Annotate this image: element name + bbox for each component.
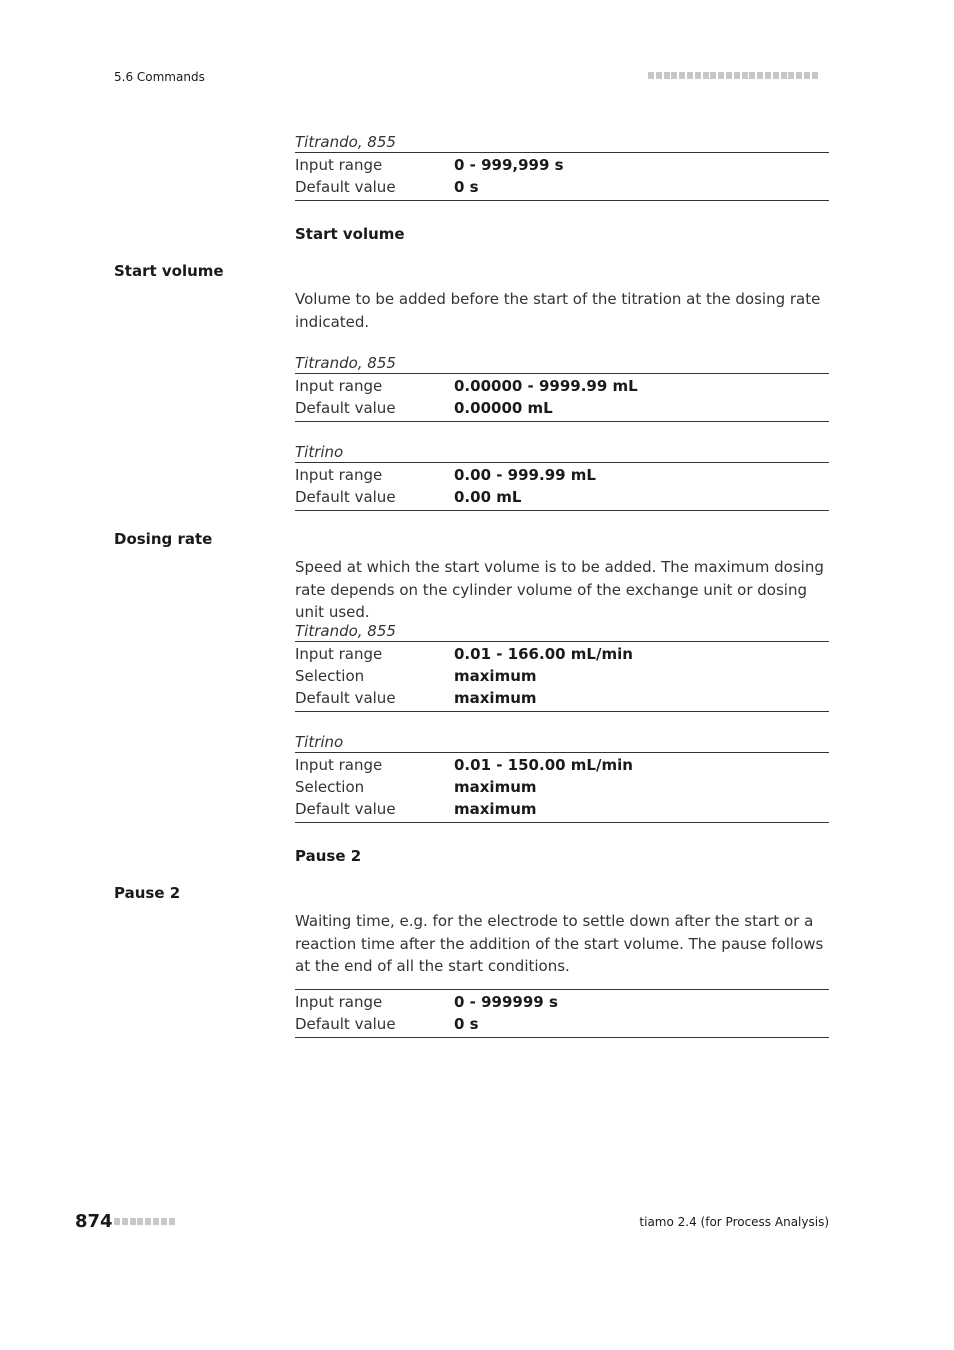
table-row: [295, 754, 829, 776]
header-section-title: 5.6 Commands: [114, 70, 205, 84]
decorative-dot: [804, 72, 810, 79]
table-pause2: [295, 989, 829, 1038]
row-value: 0 s: [454, 1015, 479, 1033]
row-key: Input range: [295, 756, 383, 774]
decorative-dot: [812, 72, 818, 79]
row-key: Input range: [295, 156, 383, 174]
row-key: Selection: [295, 778, 365, 796]
decorative-dot: [773, 72, 779, 79]
row-value: 0.01 - 166.00 mL/min: [454, 645, 633, 663]
table-row: [295, 798, 829, 820]
row-key: Default value: [295, 178, 396, 196]
table-titrino-dosing-rate: [295, 732, 829, 823]
table-caption: Titrino: [295, 733, 344, 751]
table-caption: Titrino: [295, 443, 344, 461]
row-key: Default value: [295, 1015, 396, 1033]
row-key: Input range: [295, 645, 383, 663]
table-titrando-start-volume: [295, 353, 829, 422]
table-row: [295, 776, 829, 798]
decorative-dot: [765, 72, 771, 79]
decorative-dot: [757, 72, 763, 79]
decorative-dot: [718, 72, 724, 79]
dosing-rate-description: Speed at which the start volume is to be added. The maximum dosing rate depends on the cylinder volume of the exchange unit or dosing unit used.: [295, 558, 824, 621]
decorative-dot: [703, 72, 709, 79]
row-key: Selection: [295, 667, 365, 685]
decorative-dot: [671, 72, 677, 79]
table-row: [295, 176, 829, 198]
footer-product-name: tiamo 2.4 (for Process Analysis): [639, 1215, 829, 1229]
decorative-dot: [153, 1218, 159, 1225]
row-value: 0 - 999,999 s: [454, 156, 564, 174]
decorative-dot: [137, 1218, 143, 1225]
pause2-label: Pause 2: [114, 884, 181, 902]
row-value: 0 - 999999 s: [454, 993, 558, 1011]
row-value: 0.00000 mL: [454, 399, 553, 417]
table-row: [295, 486, 829, 508]
decorative-dot: [648, 72, 654, 79]
table-caption: Titrando, 855: [295, 622, 396, 640]
row-key: Default value: [295, 488, 396, 506]
row-value: 0.00000 - 9999.99 mL: [454, 377, 638, 395]
start-volume-heading: Start volume: [295, 225, 405, 243]
row-value: 0.01 - 150.00 mL/min: [454, 756, 633, 774]
table-caption: Titrando, 855: [295, 133, 396, 151]
table-titrando-pause1: [295, 132, 829, 201]
decorative-dot: [122, 1218, 128, 1225]
row-value: maximum: [454, 689, 537, 707]
decorative-dot: [161, 1218, 167, 1225]
row-key: Input range: [295, 377, 383, 395]
table-titrando-dosing-rate: [295, 621, 829, 712]
row-value: 0.00 mL: [454, 488, 522, 506]
row-key: Default value: [295, 689, 396, 707]
footer-decorative-dots: [114, 1218, 184, 1226]
decorative-dot: [656, 72, 662, 79]
decorative-dot: [687, 72, 693, 79]
table-row: [295, 643, 829, 665]
row-key: Input range: [295, 993, 383, 1011]
start-volume-description: Volume to be added before the start of the titration at the dosing rate indicated.: [295, 290, 821, 331]
table-row: [295, 464, 829, 486]
decorative-dot: [796, 72, 802, 79]
table-row: [295, 1013, 829, 1035]
table-row: [295, 397, 829, 419]
row-key: Default value: [295, 800, 396, 818]
decorative-dot: [734, 72, 740, 79]
decorative-dot: [664, 72, 670, 79]
start-volume-label: Start volume: [114, 262, 224, 280]
row-value: maximum: [454, 800, 537, 818]
decorative-dot: [169, 1218, 175, 1225]
row-key: Default value: [295, 399, 396, 417]
table-row: [295, 154, 829, 176]
row-key: Input range: [295, 466, 383, 484]
decorative-dot: [130, 1218, 136, 1225]
row-value: maximum: [454, 778, 537, 796]
header-decorative-dots: [648, 72, 829, 80]
table-titrino-start-volume: [295, 442, 829, 511]
decorative-dot: [145, 1218, 151, 1225]
decorative-dot: [788, 72, 794, 79]
table-caption: Titrando, 855: [295, 354, 396, 372]
row-value: 0 s: [454, 178, 479, 196]
pause2-description: Waiting time, e.g. for the electrode to settle down after the start or a reaction time after the addition of the start volume. The pause follows at the end of all the start conditions.: [295, 912, 824, 975]
decorative-dot: [679, 72, 685, 79]
decorative-dot: [695, 72, 701, 79]
table-row: [295, 665, 829, 687]
table-row: [295, 687, 829, 709]
decorative-dot: [726, 72, 732, 79]
decorative-dot: [114, 1218, 120, 1225]
pause2-heading: Pause 2: [295, 847, 362, 865]
decorative-dot: [781, 72, 787, 79]
table-row: [295, 375, 829, 397]
row-value: 0.00 - 999.99 mL: [454, 466, 596, 484]
table-row: [295, 991, 829, 1013]
decorative-dot: [742, 72, 748, 79]
decorative-dot: [710, 72, 716, 79]
dosing-rate-label: Dosing rate: [114, 530, 213, 548]
decorative-dot: [749, 72, 755, 79]
row-value: maximum: [454, 667, 537, 685]
page-number: 874: [75, 1211, 113, 1232]
